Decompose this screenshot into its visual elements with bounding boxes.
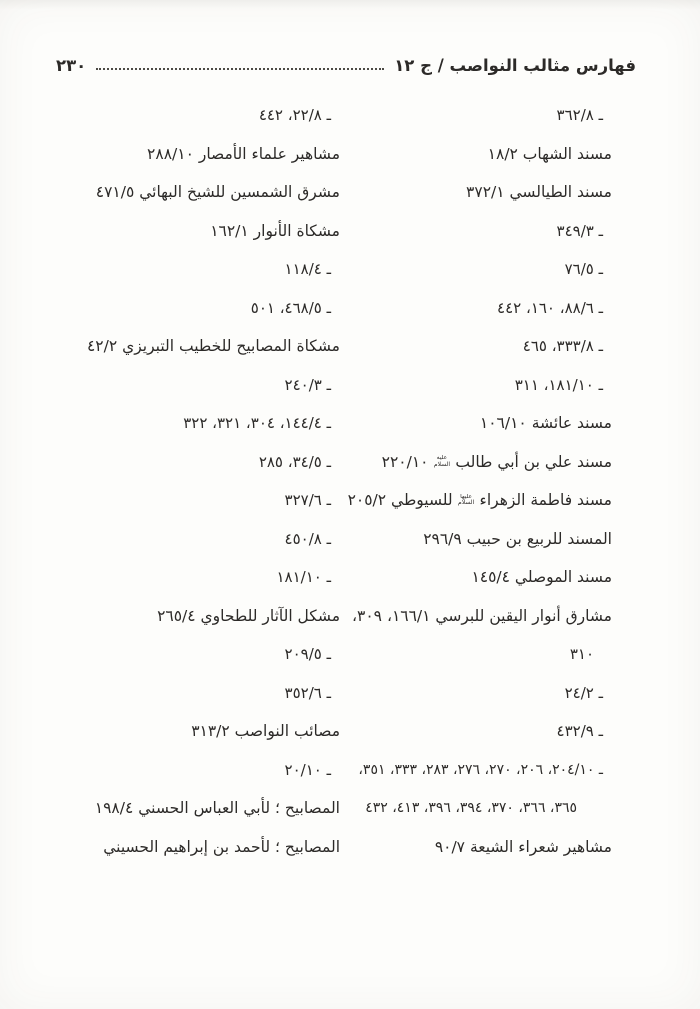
index-entry: مسند الشهاب ١٨/٢ bbox=[487, 144, 612, 163]
index-entry: ـ ٣٢٧/٦ bbox=[284, 491, 331, 509]
index-entry: المسند للربيع بن حبيب ٢٩٦/٩ bbox=[423, 529, 612, 548]
index-entry: مشاهير علماء الأمصار ٢٨٨/١٠ bbox=[147, 144, 340, 163]
index-entry: المصابيح ؛ لأبي العباس الحسني ١٩٨/٤ bbox=[94, 799, 340, 817]
index-entry: مسند عائشة ١٠٦/١٠ bbox=[479, 414, 612, 432]
index-entry bbox=[340, 443, 612, 482]
index-entry: مشكل الآثار للطحاوي ٢٦٥/٤ bbox=[157, 606, 340, 625]
index-entry: مشرق الشمسين للشيخ البهائي ٤٧١/٥ bbox=[95, 183, 340, 201]
index-entry: ـ ٤٣٢/٩ bbox=[556, 722, 603, 740]
index-entry: ـ ٨٨/٦، ١٦٠، ٤٤٢ bbox=[497, 298, 603, 317]
index-entry: مشكاة المصابيح للخطيب التبريزي ٤٢/٢ bbox=[86, 337, 340, 355]
entry-page-ref: ٢٢٠/١٠ bbox=[381, 452, 429, 471]
index-entry: ـ ١٤٤/٤، ٣٠٤، ٣٢١، ٣٢٢ bbox=[183, 414, 331, 432]
index-entry: ـ ٢٠/١٠ bbox=[284, 760, 331, 779]
index-entry: ـ ٢٢/٨، ٤٤٢ bbox=[258, 106, 331, 124]
index-entry: ـ ٧٦/٥ bbox=[564, 260, 603, 278]
index-entry: ـ ٢٠٤/١٠، ٢٠٦، ٢٧٠، ٢٧٦، ٢٨٣، ٣٣٣، ٣٥١، bbox=[358, 761, 603, 778]
index-entry: ـ ٢٤٠/٣ bbox=[284, 375, 331, 394]
entry-text: مسند علي بن أبي طالب bbox=[455, 452, 612, 471]
index-entry: ـ ٤٦٨/٥، ٥٠١ bbox=[250, 298, 331, 317]
dotted-leader bbox=[96, 68, 384, 70]
page-number: ٢٣٠ bbox=[56, 56, 87, 75]
index-entry bbox=[340, 481, 612, 520]
index-entry: مشارق أنوار اليقين للبرسي ١٦٦/١، ٣٠٩، bbox=[352, 606, 612, 625]
index-entry: مشكاة الأنوار ١٦٢/١ bbox=[210, 221, 340, 240]
index-entry: ـ ٤٥٠/٨ bbox=[284, 529, 331, 548]
index-column-right bbox=[340, 96, 612, 866]
index-entry-continuation: ٣١٠ bbox=[569, 645, 594, 663]
alayhi-salam-honorific-mark: عليه السلام bbox=[433, 455, 451, 468]
index-entry: مصائب النواصب ٣١٣/٢ bbox=[191, 722, 340, 740]
index-entry-continuation: ٣٦٥، ٣٦٦، ٣٧٠، ٣٩٤، ٣٩٦، ٤١٣، ٤٣٢ bbox=[365, 800, 577, 816]
index-entry: ـ ١٨١/١٠، ٣١١ bbox=[514, 375, 603, 394]
index-body bbox=[0, 96, 700, 866]
index-entry: ـ ١١٨/٤ bbox=[284, 260, 331, 278]
entry-page-ref: للسيوطي ٢٠٥/٢ bbox=[347, 491, 453, 509]
index-entry: ـ ٣٥٢/٦ bbox=[284, 683, 331, 702]
index-entry: المصابيح ؛ لأحمد بن إبراهيم الحسيني bbox=[103, 837, 340, 856]
index-entry: مسند الطيالسي ٣٧٢/١ bbox=[466, 183, 612, 201]
index-entry: ـ ٢٤/٢ bbox=[564, 683, 603, 702]
index-entry: ـ ٢٠٩/٥ bbox=[284, 645, 331, 663]
index-entry: ـ ٣٤٩/٣ bbox=[556, 221, 603, 240]
index-entry: ـ ٣٤/٥، ٢٨٥ bbox=[258, 452, 331, 471]
entry-text: مسند فاطمة الزهراء bbox=[479, 491, 612, 509]
index-entry: مشاهير شعراء الشيعة ٩٠/٧ bbox=[434, 837, 612, 856]
index-entry: مسند الموصلي ١٤٥/٤ bbox=[471, 568, 612, 586]
index-entry: ـ ٣٣٣/٨، ٤٦٥ bbox=[522, 337, 603, 355]
book-header-title: فهارس مثالب النواصب / ج ١٢ bbox=[394, 56, 636, 75]
page-header bbox=[0, 56, 700, 75]
alayha-salam-honorific-mark: عليها السلام bbox=[458, 493, 475, 507]
index-column-left bbox=[68, 96, 340, 866]
index-entry: ـ ١٨١/١٠ bbox=[276, 568, 331, 586]
index-entry: ـ ٣٦٢/٨ bbox=[556, 106, 603, 124]
